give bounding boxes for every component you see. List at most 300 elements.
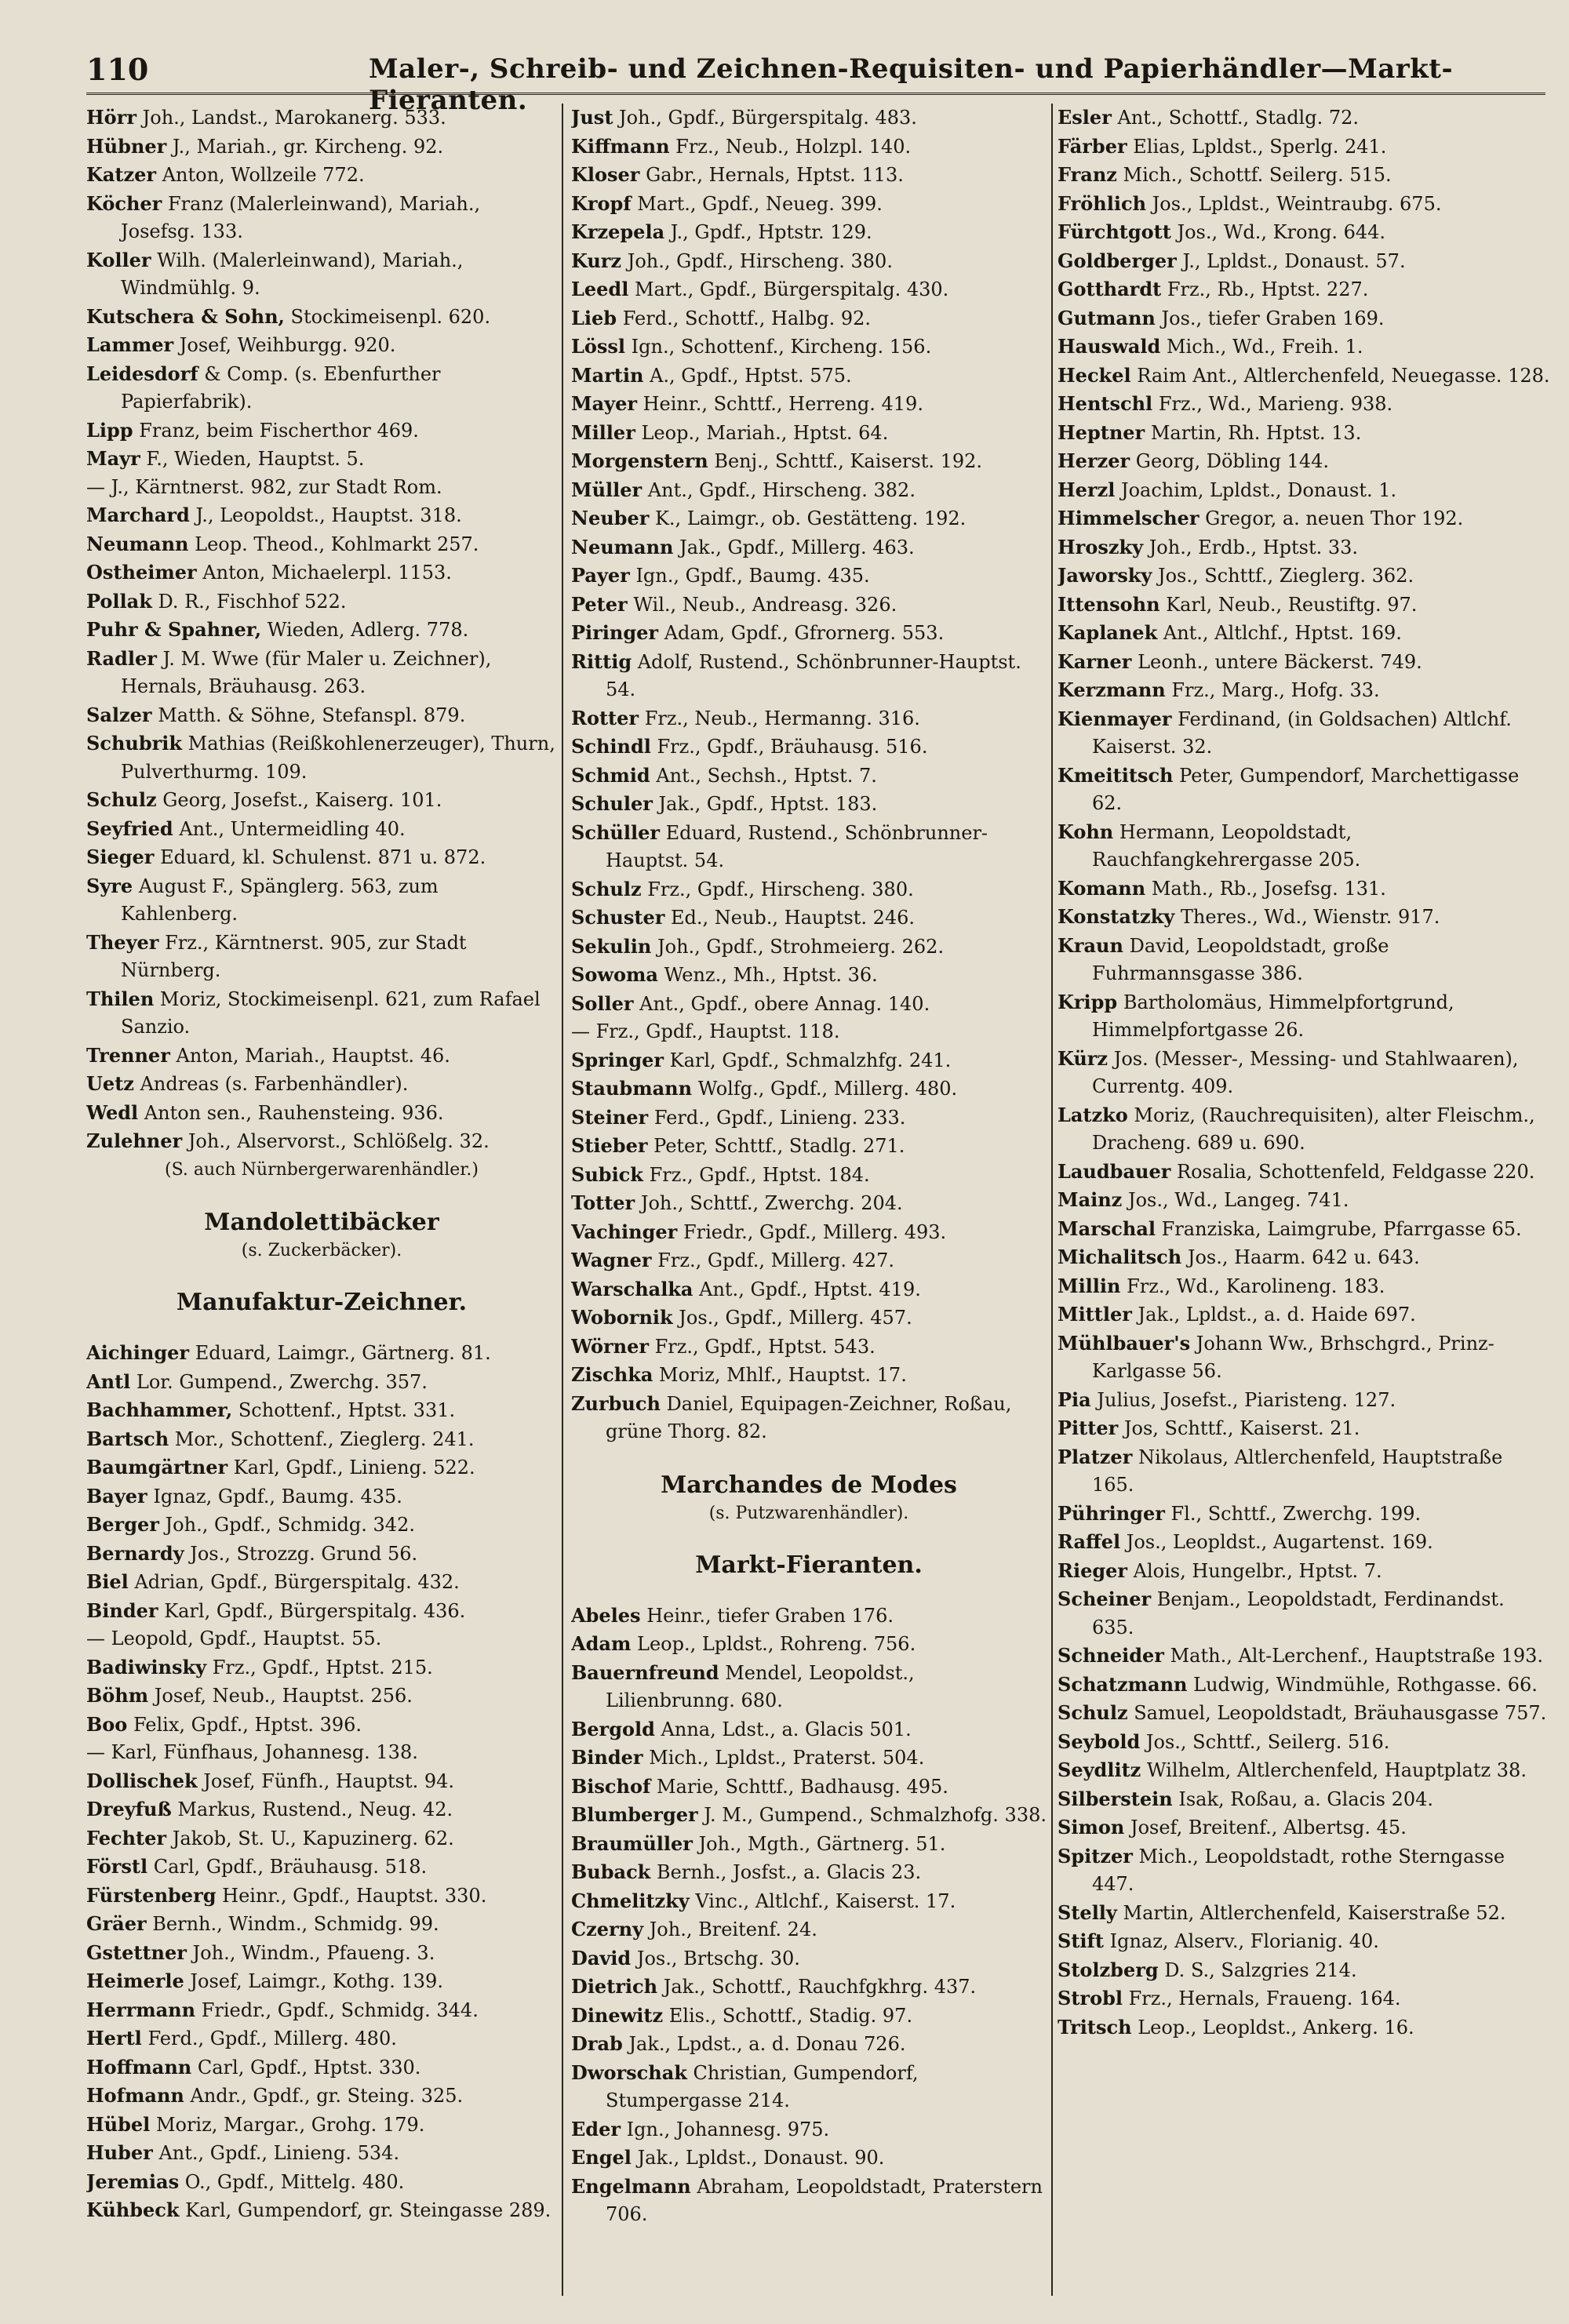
directory-entry [571, 1887, 1047, 1916]
entry-details: Adolf, Rustend., Schönbrunner-Hauptst. 54. [606, 650, 1021, 700]
directory-entry [1058, 648, 1550, 677]
entry-name: Steiner [571, 1105, 649, 1129]
entry-details: J., Lpldst., Donaust. 57. [1182, 249, 1406, 272]
entry-details: Joh., Mgth., Gärtnerg. 51. [698, 1832, 946, 1855]
column-1 [86, 104, 557, 2300]
entry-name: Salzer [86, 703, 152, 726]
entry-details: Frz., Hernals, Fraueng. 164. [1128, 1988, 1401, 2009]
entry-details: Anna, Ldst., a. Glacis 501. [661, 1718, 912, 1740]
entry-details: David, Leopoldstadt, große Fuhrmannsgasse 386. [1092, 934, 1389, 984]
entry-details: Josef, Fünfh., Hauptst. 94. [203, 1769, 455, 1792]
directory-entry [1058, 390, 1550, 419]
entry-name: Mainz [1058, 1188, 1123, 1211]
directory-entry [86, 1711, 557, 1740]
entry-name: Wagner [571, 1249, 652, 1271]
entry-details: Wil., Neub., Andreasg. 326. [633, 593, 897, 616]
directory-entry [571, 104, 1047, 133]
directory-entry [571, 1659, 1047, 1715]
entry-details: Wilhelm, Altlerchenfeld, Hauptplatz 38. [1146, 1759, 1527, 1781]
directory-entry [86, 445, 557, 474]
directory-entry [1058, 362, 1550, 391]
directory-entry [86, 474, 557, 502]
entry-details: Leonh., untere Bäckerst. 749. [1138, 650, 1422, 673]
directory-entry [1058, 1785, 1550, 1814]
entry-name: Mayr [86, 447, 140, 470]
directory-entry [86, 1070, 557, 1099]
entry-details: Jak., Lpdst., a. d. Donau 726. [628, 2033, 906, 2055]
directory-entry [571, 1801, 1047, 1830]
entry-name: Aichinger [86, 1341, 190, 1364]
entry-details: Frz., Gpdf., Bräuhausg. 516. [657, 736, 928, 758]
entry-name: Bernardy [86, 1541, 184, 1565]
entry-details: Johann Ww., Brhschgrd., Prinz-Karlgasse 56. [1092, 1332, 1494, 1382]
directory-entry [571, 275, 1047, 304]
entry-details: Anton sen., Rauhensteing. 936. [144, 1101, 444, 1124]
entry-details: Frz., Gpdf., Hptst. 215. [212, 1656, 433, 1678]
entry-details: J. M., Gumpend., Schmalzhofg. 338. [704, 1804, 1047, 1826]
directory-entry [571, 1944, 1047, 1973]
directory-entry [1058, 818, 1550, 875]
entry-details: J., Leopoldst., Hauptst. 318. [195, 504, 462, 526]
entry-details: Jos., Strozzg. Grund 56. [190, 1542, 418, 1565]
entry-name: Franz [1058, 163, 1117, 186]
entry-details: Mich., Leopoldstadt, rothe Sterngasse 447. [1092, 1845, 1505, 1895]
entry-name: Pühringer [1058, 1501, 1165, 1525]
directory-entry [1058, 1215, 1550, 1244]
entry-details: Mathias (Reißkohlenerzeuger), Thurn, Pulverthurmg. 109. [121, 733, 555, 783]
entry-name: Michalitsch [1058, 1246, 1182, 1268]
entry-details: Rosalia, Schottenfeld, Feldgasse 220. [1177, 1160, 1535, 1183]
entry-name: Radler [86, 646, 157, 670]
entry-name: Neumann [86, 532, 189, 555]
entry-details: Schottenf., Hptst. 331. [238, 1399, 456, 1421]
entry-name: Herrmann [86, 1998, 196, 2021]
entry-details: Georg, Josefst., Kaiserg. 101. [162, 789, 442, 811]
entry-details: Ferd., Schottf., Halbg. 92. [622, 307, 872, 329]
directory-entry [571, 1973, 1047, 2002]
entry-details: Ign., Schottenf., Kircheng. 156. [631, 336, 932, 358]
entry-name: Hoffmann [86, 2055, 192, 2079]
entry-name: Rittig [571, 649, 632, 673]
column-divider [1051, 104, 1053, 2296]
directory-entry [571, 762, 1047, 791]
directory-entry [86, 1882, 557, 1911]
directory-entry [571, 1104, 1047, 1133]
entry-details: Frz., Neub., Hermanng. 316. [644, 707, 920, 729]
directory-entry [1058, 104, 1550, 133]
entry-details: Ant., Gpdf., obere Annag. 140. [639, 992, 930, 1015]
entry-details: Ant., Gpdf., Hptst. 419. [699, 1278, 921, 1300]
directory-entry [1058, 447, 1550, 476]
entry-name: Spitzer [1058, 1844, 1133, 1868]
directory-entry [86, 1042, 557, 1071]
entry-details: Julius, Josefst., Piaristeng. 127. [1097, 1388, 1396, 1411]
entry-details: Moriz, Stockimeisenpl. 621, zum Rafael Sanzio. [121, 987, 541, 1038]
entry-name: Dworschak [571, 2060, 687, 2084]
entry-details: Joh., Windm., Pfaueng. 3. [192, 1941, 435, 1964]
entry-details: Frz., Gpdf., Hptst. 184. [649, 1163, 870, 1186]
entry-name: Soller [571, 991, 634, 1015]
directory-entry [1058, 1557, 1550, 1586]
directory-entry [86, 1682, 557, 1711]
directory-entry [86, 331, 557, 360]
directory-entry [1058, 1899, 1550, 1928]
entry-details: Benjam., Leopoldstadt, Ferdinandst. 635. [1092, 1588, 1505, 1638]
entry-name: Pitter [1058, 1417, 1119, 1439]
entry-details: Jos., Wd., Langeg. 741. [1127, 1189, 1349, 1211]
entry-name: Engelmann [571, 2174, 691, 2198]
entry-name: Stolzberg [1058, 1958, 1159, 1981]
directory-entry [1058, 161, 1550, 190]
entry-name: Binder [86, 1598, 158, 1622]
entry-name: Himmelscher [1058, 507, 1200, 529]
entry-name: Komann [1058, 876, 1146, 900]
entry-details: Joh., Landst., Marokanerg. 533. [142, 107, 446, 129]
entry-name: Wedl [86, 1100, 139, 1124]
directory-entry [571, 1830, 1047, 1859]
entry-name: Schulz [1058, 1701, 1128, 1724]
entry-details: Mendel, Leopoldst., Lilienbrunng. 680. [606, 1661, 915, 1711]
entry-details: Moriz, Margar., Grohg. 179. [155, 2113, 425, 2136]
directory-entry [571, 1773, 1047, 1802]
entry-details: Jos., Schttf., Zieglerg. 362. [1157, 565, 1414, 587]
directory-entry [571, 362, 1047, 391]
entry-details: Frz., Marg., Hofg. 33. [1171, 679, 1380, 701]
directory-entry [86, 1099, 557, 1128]
directory-entry [86, 133, 557, 162]
entry-name: Rotter [571, 706, 639, 729]
directory-entry [86, 1824, 557, 1853]
directory-entry [571, 1630, 1047, 1659]
entry-name: Tritsch [1058, 2015, 1132, 2039]
entry-name: Lieb [571, 306, 617, 329]
directory-entry [1058, 619, 1550, 648]
directory-entry [571, 218, 1047, 247]
directory-entry [86, 246, 557, 303]
cross-reference-note: (S. auch Nürnbergerwarenhändler.) [165, 1159, 479, 1180]
entry-name: Strobl [1058, 1987, 1123, 2009]
entry-details: Eduard, Rustend., Schönbrunner-Hauptst. 54. [606, 821, 988, 871]
directory-entry [1058, 304, 1550, 333]
directory-entry [571, 1161, 1047, 1190]
entry-details: Vinc., Altlchf., Kaiserst. 17. [695, 1889, 956, 1912]
entry-name: Stift [1058, 1929, 1104, 1952]
directory-entry [571, 1075, 1047, 1104]
directory-entry [571, 790, 1047, 819]
entry-name: Theyer [86, 930, 159, 954]
entry-details: Adrian, Gpdf., Bürgerspitalg. 432. [134, 1571, 460, 1593]
entry-name: Schmid [571, 763, 650, 787]
page-number: 110 [86, 52, 149, 87]
entry-name: David [571, 1946, 632, 1969]
directory-entry [571, 591, 1047, 620]
entry-name: Abeles [571, 1603, 641, 1627]
entry-details: Mart., Gpdf., Bürgerspitalg. 430. [634, 278, 949, 300]
directory-entry [571, 704, 1047, 733]
entry-name: Müller [571, 478, 643, 501]
directory-entry [86, 786, 557, 815]
entry-name: Latzko [1058, 1103, 1128, 1126]
entry-name: Förstl [86, 1855, 148, 1878]
entry-details: Isak, Roßau, a. Glacis 204. [1178, 1788, 1434, 1810]
entry-name: Kripp [1058, 990, 1118, 1013]
entry-details: Carl, Gpdf., Bräuhausg. 518. [153, 1856, 428, 1878]
entry-details: Ant., Sechsh., Hptst. 7. [656, 764, 877, 787]
entry-name: Seydlitz [1058, 1758, 1141, 1781]
directory-entry [571, 1304, 1047, 1333]
directory-entry [1058, 1927, 1550, 1956]
entry-details: Matth. & Söhne, Stefanspl. 879. [158, 704, 466, 726]
directory-entry [571, 1275, 1047, 1304]
entry-details: Jak., Gpdf., Hptst. 183. [658, 793, 878, 815]
directory-entry [1058, 504, 1550, 533]
entry-details: Leop., Mariah., Hptst. 64. [641, 421, 889, 444]
entry-details: Josef, Weihburgg. 920. [179, 334, 396, 356]
directory-entry [86, 1597, 557, 1626]
entry-name: Goldberger [1058, 249, 1177, 272]
entry-name: Engel [571, 2146, 632, 2169]
directory-entry [86, 161, 557, 190]
entry-name: Herzer [1058, 449, 1130, 472]
entry-details: Christian, Gumpendorf, Stumpergasse 214. [606, 2061, 919, 2111]
entry-details: Franziska, Laimgrube, Pfarrgasse 65. [1161, 1217, 1522, 1240]
entry-name: Gräer [86, 1912, 147, 1935]
directory-entry [1058, 591, 1550, 620]
directory-entry [86, 501, 557, 530]
entry-name: Puhr & Spahner, [86, 618, 262, 641]
entry-name: Jeremias [86, 2169, 180, 2193]
directory-entry [86, 1127, 557, 1156]
entry-name: Fürstenberg [86, 1883, 217, 1907]
directory-entry [86, 1996, 557, 2025]
entry-details: Fl., Schttf., Zwerchg. 199. [1170, 1502, 1422, 1525]
entry-name: Baumgärtner [86, 1456, 228, 1478]
directory-entry [86, 1767, 557, 1796]
entry-details: Leop., Leopldst., Ankerg. 16. [1138, 2016, 1414, 2039]
entry-name: Lipp [86, 418, 133, 442]
entry-name: Böhm [86, 1684, 149, 1707]
entry-name: Antl [86, 1369, 131, 1393]
entry-details: Ant., Schottf., Stadlg. 72. [1117, 107, 1360, 129]
directory-entry [1058, 1528, 1550, 1557]
directory-entry [86, 558, 557, 587]
entry-name: Neumann [571, 535, 674, 558]
entry-details: Ign., Johannesg. 975. [626, 2118, 830, 2140]
entry-name: Kienmayer [1058, 707, 1172, 730]
directory-entry [1058, 133, 1550, 162]
entry-details: Joachim, Lpldst., Donaust. 1. [1120, 478, 1397, 501]
entry-name: Dreyfuß [86, 1798, 172, 1820]
entry-details: Jos., Lpldst., Weintraubg. 675. [1152, 192, 1442, 215]
entry-details: Raim Ant., Altlerchenfeld, Neuegasse. 128. [1137, 364, 1550, 387]
directory-entry [571, 2173, 1047, 2229]
entry-details: — Karl, Fünfhaus, Johannesg. 138. [86, 1741, 418, 1763]
directory-entry [571, 875, 1047, 904]
entry-details: Nikolaus, Altlerchenfeld, Hauptstraße 165. [1092, 1446, 1503, 1496]
directory-entry [1058, 333, 1550, 362]
entry-details: & Comp. (s. Ebenfurther Papierfabrik). [121, 362, 441, 413]
entry-details: Ignaz, Gpdf., Baumg. 435. [153, 1485, 402, 1508]
entry-details: Moriz, Mhlf., Hauptst. 17. [659, 1364, 907, 1386]
entry-name: Fröhlich [1058, 191, 1147, 215]
entry-name: Zischka [571, 1363, 653, 1386]
entry-details: Leop. Theod., Kohlmarkt 257. [195, 533, 479, 555]
entry-details: Mich., Lpldst., Praterst. 504. [649, 1747, 925, 1769]
directory-entry [1058, 1642, 1550, 1671]
directory-entry [1058, 1443, 1550, 1500]
directory-entry [86, 2168, 557, 2197]
entry-details: Elis., Schottf., Stadig. 97. [668, 2004, 913, 2027]
column-divider [562, 104, 563, 2296]
directory-entry [86, 985, 557, 1042]
entry-name: Badiwinsky [86, 1655, 207, 1678]
entry-name: Kürz [1058, 1046, 1108, 1070]
section-heading-manufaktur: Manufaktur-Zeichner. [176, 1289, 468, 1316]
entry-details: Frz., Kärntnerst. 905, zur Stadt Nürnberg. [121, 931, 467, 981]
directory-entry [571, 904, 1047, 933]
entry-list [86, 1339, 557, 2225]
directory-entry [86, 1568, 557, 1597]
entry-name: Springer [571, 1048, 664, 1071]
directory-entry [571, 1189, 1047, 1218]
entry-details: Moriz, (Rauchrequisiten), alter Fleischm., Dracheng. 689 u. 690. [1092, 1104, 1535, 1154]
directory-entry [571, 961, 1047, 990]
entry-name: Stieber [571, 1134, 648, 1157]
entry-details: A., Gpdf., Hptst. 575. [650, 364, 852, 387]
directory-entry [571, 504, 1047, 533]
directory-entry [571, 447, 1047, 476]
entry-name: Leidesdorf [86, 362, 198, 385]
directory-entry [86, 1511, 557, 1540]
entry-details: Karl, Gumpendorf, gr. Steingasse 289. [185, 2199, 552, 2221]
entry-details: K., Laimgr., ob. Gestätteng. 192. [655, 507, 967, 529]
entry-name: Schatzmann [1058, 1672, 1188, 1696]
entry-name: Warschalka [571, 1277, 693, 1300]
entry-name: Katzer [86, 163, 157, 186]
directory-entry [86, 1339, 557, 1368]
entry-name: Buback [571, 1860, 651, 1883]
entry-name: Hauswald [1058, 335, 1161, 358]
entry-details: J., Mariah., gr. Kircheng. 92. [172, 135, 444, 158]
directory-entry [571, 619, 1047, 648]
entry-name: Hörr [86, 106, 137, 129]
entry-details: Franz, beim Fischerthor 469. [139, 419, 419, 442]
entry-details: Anton, Wollzeile 772. [162, 164, 365, 186]
entry-name: Schuler [571, 792, 653, 815]
entry-name: Binder [571, 1746, 643, 1769]
entry-details: Ignaz, Alserv., Florianig. 40. [1109, 1930, 1379, 1952]
directory-entry [1058, 1300, 1550, 1329]
entry-name: Martin [571, 363, 644, 387]
entry-details: Stockimeisenpl. 620. [290, 305, 491, 328]
entry-details: Mor., Schottenf., Zieglerg. 241. [174, 1427, 475, 1450]
entry-details: Felix, Gpdf., Hptst. 396. [133, 1713, 362, 1736]
entry-name: Heckel [1058, 363, 1131, 387]
directory-entry [86, 530, 557, 559]
entry-name: Bayer [86, 1484, 147, 1508]
entry-name: Gotthardt [1058, 278, 1162, 300]
directory-entry [1058, 1186, 1550, 1215]
directory-entry [86, 1853, 557, 1882]
entry-name: Piringer [571, 621, 659, 644]
entry-details: Abraham, Leopoldstadt, Praterstern 706. [606, 2175, 1043, 2225]
entry-name: Bergold [571, 1717, 655, 1740]
entry-details: Heinr., tiefer Graben 176. [646, 1604, 894, 1627]
directory-entry [1058, 988, 1550, 1045]
entry-details: Ant., Gpdf., Linieng. 534. [158, 2142, 400, 2164]
directory-entry [86, 2053, 557, 2082]
directory-entry [86, 1396, 557, 1425]
entry-name: Payer [571, 564, 630, 587]
entry-details: Leop., Lpldst., Rohreng. 756. [637, 1633, 916, 1655]
directory-entry [571, 2002, 1047, 2031]
entry-details: Wolfg., Gpdf., Millerg. 480. [697, 1078, 958, 1100]
entry-name: Kohn [1058, 820, 1114, 843]
entry-name: Peter [571, 592, 628, 616]
entry-details: — Frz., Gpdf., Hauptst. 118. [571, 1020, 840, 1042]
entry-list [571, 1602, 1047, 2229]
entry-name: Raffel [1058, 1530, 1121, 1553]
entry-name: Sieger [86, 846, 155, 868]
entry-details: Marie, Schttf., Badhausg. 495. [656, 1775, 948, 1798]
entry-name: Miller [571, 420, 635, 444]
entry-details: Eduard, kl. Schulenst. 871 u. 872. [160, 846, 486, 868]
entry-name: Kühbeck [86, 2199, 180, 2221]
entry-name: Schulz [571, 877, 642, 900]
entry-details: J., Gpdf., Hptstr. 129. [670, 221, 872, 243]
entry-details: Jos., Schttf., Seilerg. 516. [1145, 1730, 1390, 1753]
entry-name: Bischof [571, 1774, 651, 1798]
entry-details: Jos. (Messer-, Messing- und Stahlwaaren), Currentg. 409. [1092, 1047, 1519, 1097]
entry-details: Joh., Breitenf. 24. [649, 1918, 817, 1940]
entry-details: Wilh. (Malerleinwand), Mariah., Windmühlg. 9. [121, 249, 464, 299]
directory-entry [1058, 676, 1550, 705]
directory-entry [86, 2024, 557, 2053]
entry-details: Mart., Gpdf., Neueg. 399. [637, 192, 883, 215]
entry-details: Benj., Schttf., Kaiserst. 192. [714, 450, 983, 472]
entry-name: Syre [86, 874, 133, 897]
entry-name: Millin [1058, 1274, 1121, 1297]
entry-name: Dollischek [86, 1769, 198, 1792]
column-3 [1058, 104, 1550, 2300]
entry-name: Schuster [571, 906, 665, 929]
entry-details: Wenz., Mh., Hptst. 36. [664, 964, 878, 986]
directory-entry [1058, 1984, 1550, 2013]
entry-name: Wörner [571, 1334, 650, 1358]
directory-entry [86, 1795, 557, 1824]
entry-details: Friedr., Gpdf., Millerg. 493. [683, 1220, 947, 1243]
directory-entry [571, 1715, 1047, 1744]
entry-name: Vachinger [571, 1220, 678, 1243]
column-2 [571, 104, 1047, 2300]
entry-details: Markus, Rustend., Neug. 42. [177, 1798, 453, 1820]
entry-details: Anton, Mariah., Hauptst. 46. [176, 1044, 450, 1067]
entry-name: Hübel [86, 2112, 151, 2136]
directory-entry [1058, 1101, 1550, 1158]
entry-name: Fechter [86, 1826, 167, 1849]
entry-name: Hofmann [86, 2084, 184, 2107]
entry-name: Kloser [571, 163, 640, 186]
entry-name: Sekulin [571, 934, 652, 958]
entry-details: Joh., Gpdf., Bürgerspitalg. 483. [619, 107, 917, 129]
entry-details: Ant., Untermeidling 40. [179, 817, 406, 840]
directory-entry [571, 1390, 1047, 1446]
directory-entry [86, 929, 557, 985]
entry-details: Karl, Gpdf., Bürgerspitalg. 436. [164, 1599, 466, 1622]
entry-name: Huber [86, 2141, 153, 2164]
entry-name: Dinewitz [571, 2003, 664, 2027]
entry-details: Math., Rb., Josefsg. 131. [1151, 877, 1386, 900]
